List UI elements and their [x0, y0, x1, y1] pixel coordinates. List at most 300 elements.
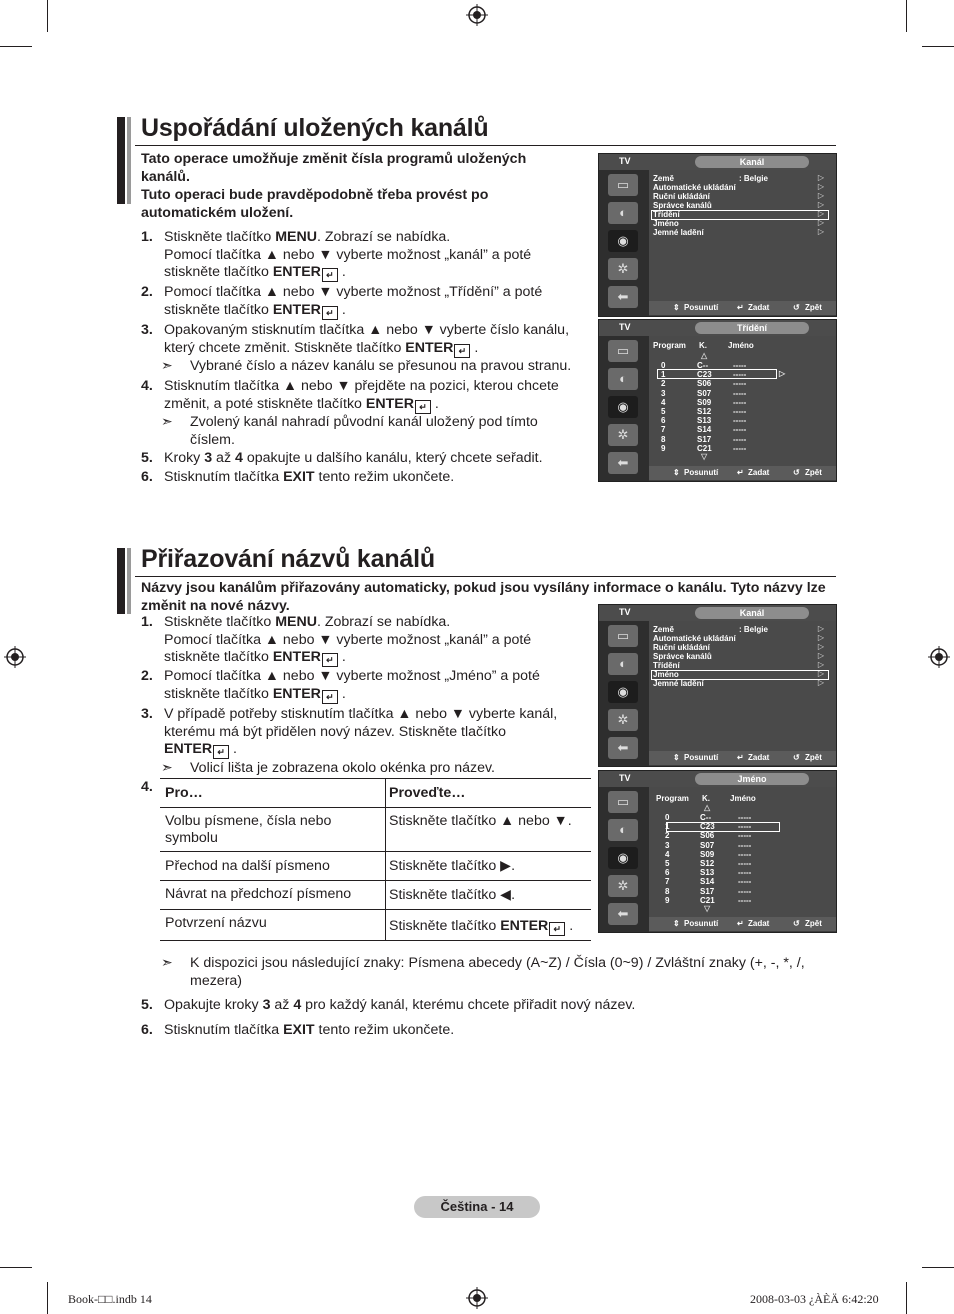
table-cell: Stiskněte tlačítko ◀. — [389, 887, 516, 903]
step-1 — [141, 229, 594, 282]
channel-program: 1 — [661, 370, 666, 380]
tv-selection-bar — [651, 210, 829, 220]
step-text: . — [470, 339, 479, 356]
key-name: EXIT — [283, 469, 315, 485]
tv-foot-move: Posunutí — [684, 468, 719, 477]
channel-program: 9 — [665, 895, 670, 905]
scroll-up-icon[interactable]: △ — [701, 351, 708, 360]
table-header: Proveďte… — [389, 785, 466, 801]
tv-menu-value: : Belgie — [739, 174, 768, 183]
key-name: ENTER — [164, 741, 213, 757]
crop-mark — [47, 1282, 48, 1314]
channel-code: C-- — [697, 361, 709, 370]
crop-mark — [0, 1267, 32, 1268]
step-ref: 3 — [262, 997, 271, 1013]
table-cell — [165, 813, 331, 846]
step-number: 5. — [141, 997, 153, 1013]
step-number: 6. — [141, 469, 153, 485]
channel-code: S06 — [700, 831, 715, 841]
tv-label: TV — [619, 322, 631, 332]
section-rule — [135, 145, 836, 146]
return-icon: ↺ — [793, 303, 800, 312]
key-name: MENU — [275, 614, 317, 630]
return-icon: ↺ — [793, 919, 800, 928]
step-4 — [141, 378, 594, 413]
step-2 — [141, 668, 594, 703]
channel-code: C21 — [697, 443, 712, 453]
channel-name: ----- — [738, 813, 752, 822]
channel-name: ----- — [738, 849, 752, 859]
channel-icon[interactable]: ◉ — [608, 681, 638, 703]
step-text: Pomocí tlačítka ▲ nebo ▼ vyberte možnost „kanál” a poté — [164, 631, 532, 648]
enter-icon: ↵ — [454, 344, 470, 358]
tv-menu-item[interactable]: Ruční ukládání — [653, 192, 710, 201]
enter-icon: ↵ — [737, 303, 744, 312]
crop-mark — [0, 46, 32, 47]
input-icon[interactable]: ⬅ — [608, 737, 638, 759]
table-cell: Stiskněte tlačítko ▶. — [389, 858, 516, 874]
step-text: stiskněte tlačítko — [164, 264, 273, 280]
submenu-arrow-icon: ▷ — [817, 200, 824, 209]
channel-program: 4 — [665, 849, 670, 859]
step-number: 4. — [141, 378, 153, 394]
submenu-arrow-icon: ▷ — [817, 669, 824, 678]
note-text: Volicí lišta je zobrazena okolo okénka pro název. — [190, 760, 495, 776]
section-rule — [135, 576, 836, 577]
picture-icon[interactable]: ▭ — [608, 791, 638, 813]
crop-mark — [906, 0, 907, 32]
tv-screen-channel-menu — [598, 153, 837, 317]
col-header: K. — [702, 794, 710, 803]
step-text: . Zobrazí se nabídka. — [316, 229, 451, 245]
channel-program: 6 — [661, 416, 666, 426]
submenu-arrow-icon: ▷ — [817, 182, 824, 191]
step-text: Stisknutím tlačítka — [164, 469, 284, 485]
tv-footer — [649, 466, 836, 480]
tv-list-body — [649, 787, 836, 918]
step-text: Pomocí tlačítka ▲ nebo ▼ vyberte možnost „Jméno” a poté — [164, 668, 540, 684]
table-cell: Stiskněte tlačítko ▲ nebo ▼. — [389, 813, 572, 829]
tv-selection-bar — [651, 670, 829, 680]
step-text: . — [337, 301, 346, 318]
tv-menu-item[interactable]: Jméno — [653, 219, 679, 228]
crop-mark — [906, 1282, 907, 1314]
channel-code: C23 — [697, 370, 712, 380]
move-icon: ⇕ — [673, 303, 680, 312]
submenu-arrow-icon: ▷ — [817, 633, 824, 642]
key-name: ENTER — [500, 918, 549, 934]
tv-screen-channel-menu — [598, 604, 837, 767]
tv-header — [599, 605, 836, 621]
enter-icon: ↵ — [213, 745, 229, 759]
section-title: Uspořádání uložených kanálů — [141, 114, 489, 142]
step-text: stiskněte tlačítko — [164, 649, 273, 665]
channel-name: ----- — [733, 416, 747, 426]
note-text: číslem. — [190, 431, 235, 448]
step-text: Kroky — [164, 450, 205, 466]
channel-code: C23 — [700, 822, 715, 832]
channel-program: 3 — [661, 388, 666, 398]
sound-icon[interactable]: ◐ — [608, 819, 638, 841]
channel-code: S07 — [700, 840, 715, 850]
tv-menu-title: Jméno — [695, 773, 809, 785]
table-cell: Potvrzení názvu — [165, 915, 267, 931]
step-number: 5. — [141, 450, 153, 466]
step-text: . — [337, 649, 346, 665]
step-text: . — [337, 685, 346, 702]
step-6 — [141, 1022, 594, 1040]
table-header: Pro… — [165, 785, 203, 801]
key-name: ENTER — [272, 301, 321, 318]
channel-program: 5 — [661, 407, 666, 416]
enter-icon: ↵ — [322, 306, 338, 320]
note-arrow-icon: ➣ — [161, 759, 173, 775]
tv-sidebar — [599, 336, 649, 481]
channel-name: ----- — [738, 868, 752, 878]
step-number: 3. — [141, 322, 153, 338]
tv-selection-bar — [657, 369, 777, 379]
channel-program: 1 — [665, 822, 670, 832]
table-row — [160, 881, 591, 910]
tv-foot-move: Posunutí — [684, 919, 719, 928]
channel-name: ----- — [738, 831, 752, 841]
step-5 — [141, 997, 764, 1015]
section-bar — [127, 117, 131, 204]
channel-program: 7 — [661, 425, 666, 435]
step-text: Stisknutím tlačítka — [164, 1022, 284, 1038]
tv-foot-enter: Zadat — [748, 919, 770, 928]
key-name: EXIT — [283, 1022, 315, 1038]
registration-mark-icon — [466, 4, 488, 26]
channel-icon[interactable]: ◉ — [608, 847, 638, 869]
print-footer-left: Book-□□.indb 14 — [68, 1292, 152, 1306]
note — [161, 413, 590, 449]
tv-footer — [649, 751, 836, 765]
submenu-arrow-icon: ▷ — [817, 660, 824, 669]
step-text: Opakujte kroky — [164, 997, 263, 1013]
intro-paragraph: Tato operace umožňuje změnit čísla programů uložených kanálů. — [141, 151, 527, 185]
submenu-arrow-icon: ▷ — [817, 218, 824, 227]
step-text: Pomocí tlačítka ▲ nebo ▼ vyberte možnost „Třídění” a poté — [164, 284, 543, 300]
tv-row-arrow-icon: ▷ — [779, 369, 786, 378]
picture-icon[interactable]: ▭ — [608, 625, 638, 647]
crop-mark — [922, 46, 954, 47]
setup-icon[interactable]: ✲ — [608, 424, 638, 446]
col-header: Program — [653, 341, 686, 350]
step-3 — [141, 706, 594, 759]
cell-text: . — [565, 918, 574, 934]
input-icon[interactable]: ⬅ — [608, 286, 638, 308]
enter-icon: ↵ — [737, 919, 744, 928]
tv-footer — [649, 917, 836, 931]
step-text: až — [212, 450, 235, 466]
tv-menu-item[interactable]: Automatické ukládání — [653, 634, 736, 643]
enter-icon: ↵ — [322, 653, 338, 667]
step-text: stiskněte tlačítko — [164, 685, 273, 702]
step-ref: 4 — [234, 450, 243, 466]
step-6 — [141, 469, 594, 487]
channel-icon[interactable]: ◉ — [608, 230, 638, 252]
tv-header — [599, 154, 836, 170]
channel-program: 8 — [665, 886, 670, 896]
section-bar — [127, 548, 131, 614]
channel-name: ----- — [733, 361, 747, 370]
move-icon: ⇕ — [673, 753, 680, 762]
col-header: Program — [656, 794, 689, 803]
step-text: tento režim ukončete. — [314, 1022, 455, 1038]
step-2 — [141, 284, 594, 319]
channel-name: ----- — [738, 822, 752, 832]
submenu-arrow-icon: ▷ — [817, 624, 824, 633]
channel-name: ----- — [733, 379, 747, 389]
channel-program: 3 — [665, 840, 670, 850]
step-text: Stisknutím tlačítka ▲ nebo ▼ přejděte na pozici, kterou chcete — [164, 378, 559, 394]
tv-label: TV — [619, 607, 631, 617]
step-number: 2. — [141, 668, 153, 684]
channel-program: 0 — [665, 813, 670, 822]
channel-code: C-- — [700, 813, 712, 822]
enter-icon: ↵ — [737, 468, 744, 477]
input-icon[interactable]: ⬅ — [608, 903, 638, 925]
step-1 — [141, 614, 594, 667]
tv-screen-name-list — [598, 770, 837, 933]
note-text: mezera) — [190, 972, 243, 989]
setup-icon[interactable]: ✲ — [608, 258, 638, 280]
move-icon: ⇕ — [673, 468, 680, 477]
sound-icon[interactable]: ◐ — [608, 368, 638, 390]
step-ref: 3 — [204, 450, 213, 466]
step-text: kterému má být přidělen nový název. Stiskněte tlačítko — [164, 723, 506, 740]
note-arrow-icon: ➣ — [161, 954, 173, 970]
registration-mark-icon — [4, 646, 26, 668]
note-text: K dispozici jsou následující znaky: Písmena abecedy (A~Z) / Čísla (0~9) / Zvláštní znaky (+, -, *, /, — [190, 955, 805, 971]
step-text: opakujte u dalšího kanálu, který chcete seřadit. — [242, 450, 543, 466]
intro-paragraph: Tuto operaci bude pravděpodobně třeba provést po automatickém uložení. — [141, 187, 489, 221]
return-icon: ↺ — [793, 753, 800, 762]
note-text: Vybrané číslo a název kanálu se přesunou na pravou stranu. — [190, 358, 572, 374]
step-text: pro každý kanál, kterému chcete přiřadit nový název. — [301, 997, 636, 1013]
tv-screen-sort-list — [598, 319, 837, 482]
channel-program: 4 — [661, 397, 666, 407]
enter-icon: ↵ — [322, 268, 338, 282]
tv-menu-item[interactable]: Jemné ladění — [653, 679, 704, 688]
step-text: . — [229, 741, 237, 757]
step-text: . — [430, 395, 439, 412]
move-icon: ⇕ — [673, 919, 680, 928]
tv-menu-item[interactable]: Jemné ladění — [653, 228, 704, 237]
table-cell — [389, 918, 573, 934]
submenu-arrow-icon: ▷ — [817, 191, 824, 200]
tv-menu-item[interactable]: Správce kanálů — [653, 652, 712, 661]
enter-icon: ↵ — [322, 690, 338, 704]
step-ref: 4 — [293, 997, 302, 1013]
table-row — [160, 808, 591, 852]
step-text: stiskněte tlačítko — [164, 301, 273, 318]
cell-text: Volbu písmene, čísla nebo — [165, 813, 332, 829]
channel-program: 8 — [661, 434, 666, 444]
tv-foot-enter: Zadat — [748, 753, 770, 762]
tv-foot-back: Zpět — [805, 753, 822, 762]
channel-code: S07 — [697, 388, 712, 398]
return-icon: ↺ — [793, 468, 800, 477]
sound-icon[interactable]: ◐ — [608, 202, 638, 224]
setup-icon[interactable]: ✲ — [608, 875, 638, 897]
note — [161, 357, 600, 376]
step-number: 3. — [141, 706, 153, 722]
step-text: až — [270, 997, 294, 1013]
key-name: ENTER — [272, 264, 321, 280]
submenu-arrow-icon: ▷ — [817, 173, 824, 182]
channel-name: ----- — [733, 388, 747, 398]
channel-code: S13 — [697, 416, 712, 426]
channel-code: S06 — [697, 379, 712, 389]
step-text: který chcete změnit. Stiskněte tlačítko — [164, 339, 406, 356]
cell-text: symbolu — [165, 829, 218, 846]
tv-foot-enter: Zadat — [748, 303, 770, 312]
sound-icon[interactable]: ◐ — [608, 653, 638, 675]
step-text: . — [337, 264, 346, 280]
channel-code: S14 — [697, 425, 712, 435]
channel-program: 0 — [661, 361, 666, 370]
tv-menu-item[interactable]: Země — [653, 174, 674, 183]
cell-text: Stiskněte tlačítko — [389, 918, 501, 934]
channel-code: C21 — [700, 895, 715, 905]
enter-icon: ↵ — [549, 922, 565, 936]
channel-name: ----- — [738, 840, 752, 850]
step-text: Stiskněte tlačítko — [164, 614, 276, 630]
tv-sidebar — [599, 170, 649, 316]
tv-name-selection-bar — [666, 822, 780, 832]
input-icon[interactable]: ⬅ — [608, 452, 638, 474]
tv-menu-item[interactable]: Jméno — [653, 670, 679, 679]
note-arrow-icon: ➣ — [161, 357, 173, 373]
enter-icon: ↵ — [737, 753, 744, 762]
note-text: Zvolený kanál nahradí původní kanál uložený pod tímto — [190, 414, 538, 430]
col-header: Jméno — [730, 794, 756, 803]
tv-menu-body — [649, 621, 836, 752]
tv-menu-item[interactable]: Třídění — [653, 210, 680, 219]
step-text: změnit, a poté stiskněte tlačítko — [164, 395, 366, 412]
channel-icon[interactable]: ◉ — [608, 396, 638, 418]
channel-name: ----- — [733, 370, 747, 380]
picture-icon[interactable]: ▭ — [608, 174, 638, 196]
section-title: Přiřazování názvů kanálů — [141, 545, 435, 573]
step-text: V případě potřeby stisknutím tlačítka ▲ nebo ▼ vyberte kanál, — [164, 706, 558, 722]
channel-name: ----- — [733, 397, 747, 407]
submenu-arrow-icon: ▷ — [817, 678, 824, 687]
channel-code: S09 — [700, 849, 715, 859]
note — [161, 759, 590, 778]
channel-code: S09 — [697, 397, 712, 407]
tv-label: TV — [619, 156, 631, 166]
channel-program: 7 — [665, 877, 670, 887]
tv-menu-item[interactable]: Třídění — [653, 661, 680, 670]
tv-menu-title: Třídění — [695, 322, 809, 334]
tv-menu-body — [649, 170, 836, 302]
table-cell: Přechod na další písmeno — [165, 858, 330, 874]
channel-program: 2 — [665, 831, 670, 841]
print-footer-right: 2008-03-03 ¿ÀÈÄ 6:42:20 — [750, 1292, 879, 1306]
table-row — [160, 852, 591, 881]
channel-name: ----- — [738, 877, 752, 887]
section-bar — [117, 117, 125, 204]
enter-icon: ↵ — [415, 400, 431, 414]
channel-program: 5 — [665, 859, 670, 868]
tv-label: TV — [619, 773, 631, 783]
tv-foot-enter: Zadat — [748, 468, 770, 477]
tv-menu-title: Kanál — [695, 607, 809, 619]
submenu-arrow-icon: ▷ — [817, 227, 824, 236]
tv-menu-item[interactable]: Ruční ukládání — [653, 643, 710, 652]
channel-code: S12 — [700, 859, 715, 868]
picture-icon[interactable]: ▭ — [608, 340, 638, 362]
tv-menu-item[interactable]: Automatické ukládání — [653, 183, 736, 192]
col-header: Jméno — [728, 341, 754, 350]
channel-program: 2 — [661, 379, 666, 389]
channel-name: ----- — [733, 407, 747, 416]
step-text: Opakovaným stisknutím tlačítka ▲ nebo ▼ vyberte číslo kanálu, — [164, 322, 570, 338]
channel-name: ----- — [733, 425, 747, 435]
crop-mark — [922, 1267, 954, 1268]
channel-name: ----- — [733, 443, 747, 453]
key-name: ENTER — [405, 339, 454, 356]
intro-paragraph: Názvy jsou kanálům přiřazovány automaticky, pokud jsou vysílány informace o kanálu. Tyto názvy lze změnit na nové názvy. — [141, 580, 826, 614]
channel-program: 6 — [665, 868, 670, 878]
scroll-down-icon[interactable]: ▽ — [701, 452, 708, 461]
tv-menu-item[interactable]: Správce kanálů — [653, 201, 712, 210]
setup-icon[interactable]: ✲ — [608, 709, 638, 731]
key-name: ENTER — [365, 395, 414, 412]
step-5 — [141, 450, 594, 468]
registration-mark-icon — [466, 1287, 488, 1309]
submenu-arrow-icon: ▷ — [817, 642, 824, 651]
step-number: 6. — [141, 1022, 153, 1038]
tv-sidebar — [599, 621, 649, 766]
step-number: 4. — [141, 779, 153, 795]
step-number: 1. — [141, 229, 153, 245]
section-intro — [141, 150, 561, 222]
submenu-arrow-icon: ▷ — [817, 209, 824, 218]
table-cell: Návrat na předchozí písmeno — [165, 886, 352, 902]
channel-program: 9 — [661, 443, 666, 453]
tv-menu-item[interactable]: Země — [653, 625, 674, 634]
tv-header — [599, 320, 836, 336]
note — [161, 954, 840, 990]
note-arrow-icon: ➣ — [161, 413, 173, 429]
tv-foot-back: Zpět — [805, 303, 822, 312]
channel-name: ----- — [738, 859, 752, 868]
tv-list-body — [649, 336, 836, 467]
table-row — [160, 910, 591, 941]
step-number: 1. — [141, 614, 153, 630]
channel-name: ----- — [738, 895, 752, 905]
step-text: Pomocí tlačítka ▲ nebo ▼ vyberte možnost „kanál” a poté — [164, 246, 532, 263]
tv-foot-move: Posunutí — [684, 753, 719, 762]
tv-menu-title: Kanál — [695, 156, 809, 168]
channel-name: ----- — [733, 434, 747, 444]
tv-footer — [649, 301, 836, 315]
step-text: . Zobrazí se nabídka. — [316, 614, 451, 630]
scroll-down-icon[interactable]: ▽ — [704, 904, 711, 913]
key-name: ENTER — [272, 685, 321, 702]
page-number: Čeština - 14 — [414, 1196, 540, 1218]
scroll-up-icon[interactable]: △ — [704, 803, 711, 812]
tv-foot-move: Posunutí — [684, 303, 719, 312]
registration-mark-icon — [928, 646, 950, 668]
table-header-row — [160, 779, 591, 808]
crop-mark — [47, 0, 48, 32]
step-text: tento režim ukončete. — [314, 469, 455, 485]
